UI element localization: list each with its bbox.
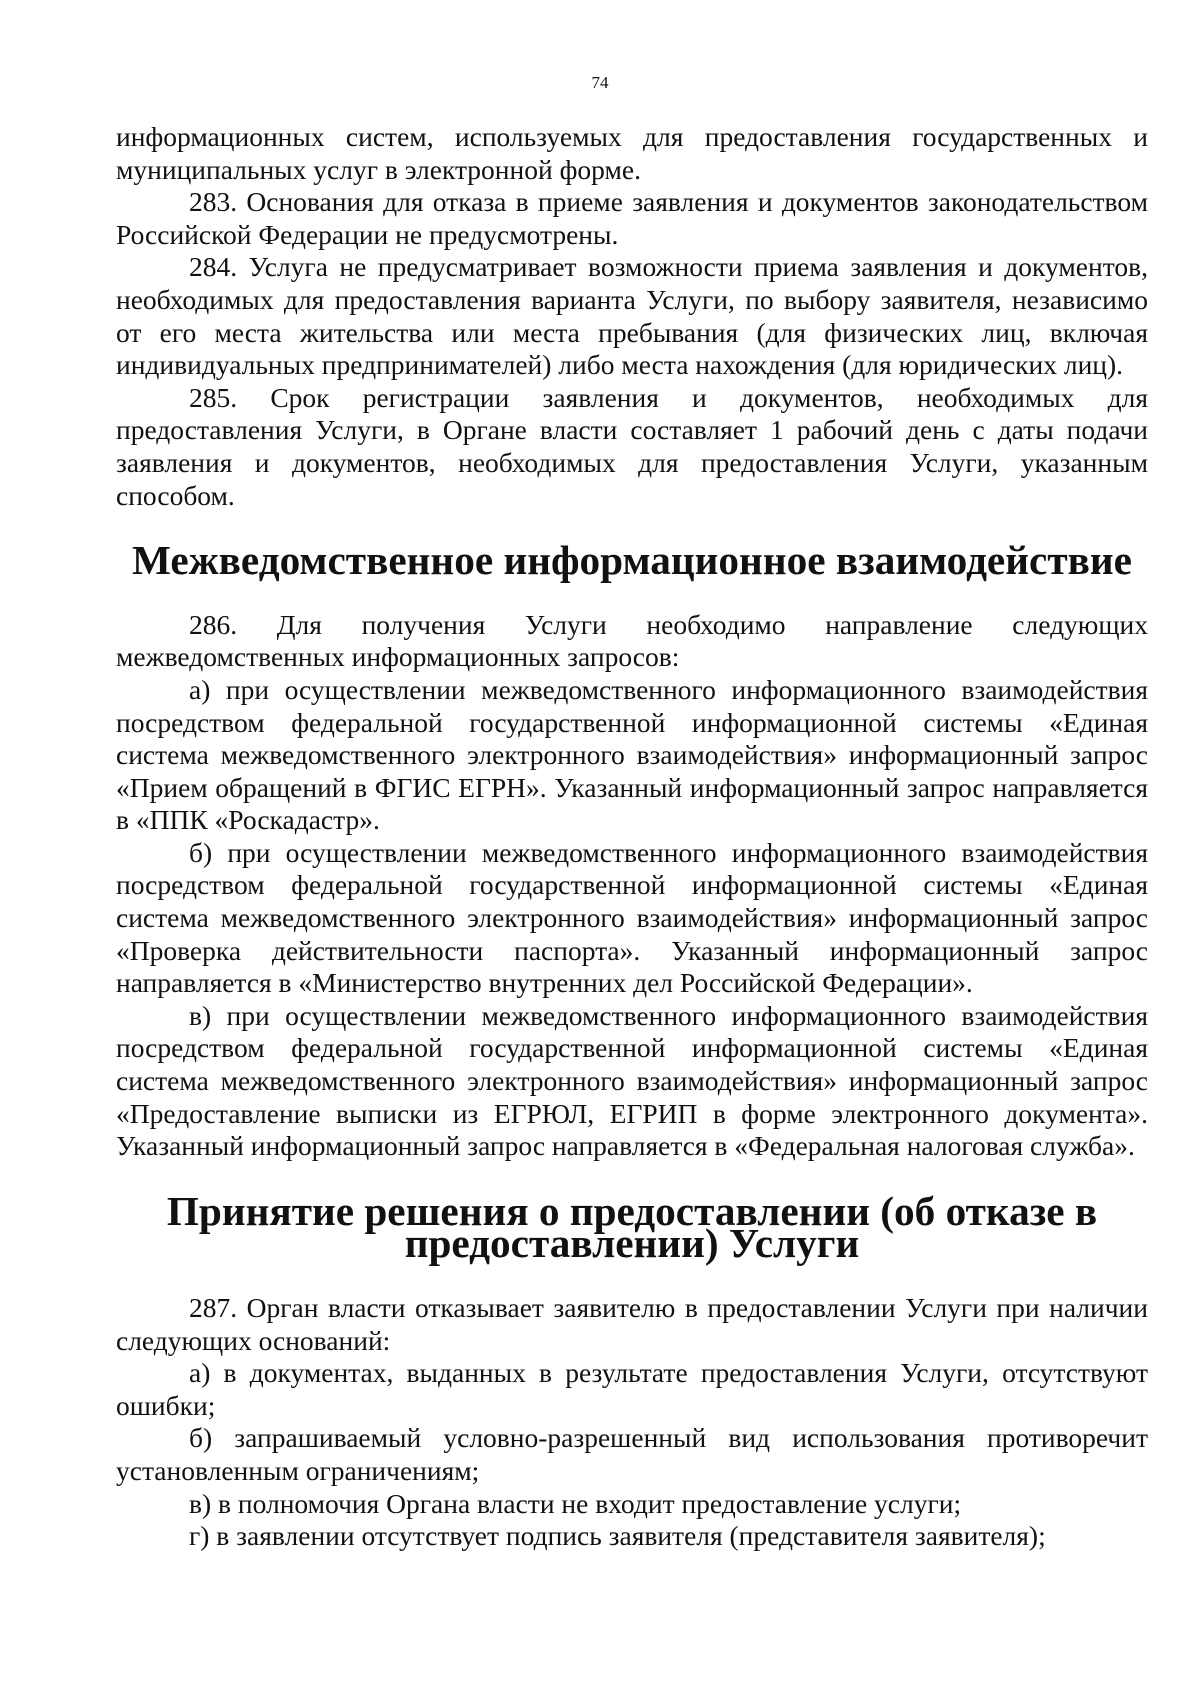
paragraph-283: 283. Основания для отказа в приеме заявления и документов законодательством Российской Федерации не предусмотрены. xyxy=(116,186,1148,250)
paragraph-continuation: информационных систем, используемых для предоставления государственных и муниципальных услуг в электронной форме. xyxy=(116,121,1148,185)
paragraph-287: 287. Орган власти отказывает заявителю в предоставлении Услуги при наличии следующих оснований: xyxy=(116,1292,1148,1356)
paragraph-286-a: а) при осуществлении межведомственного информационного взаимодействия посредством федеральной государственной информационной системы «Единая система межведомственного электронного взаимодействия» информационный запрос «Прием обращений в ФГИС ЕГРН». Указанный информационный запрос направляется в «ППК «Роскадастр». xyxy=(116,673,1148,836)
paragraph-286-b: б) при осуществлении межведомственного информационного взаимодействия посредством федеральной государственной информационной системы «Единая система межведомственного электронного взаимодействия» информационный запрос «Проверка действительности паспорта». Указанный информационный запрос направляется в «Министерство внутренних дел Российской Федерации». xyxy=(116,836,1148,999)
paragraph-287-b: б) запрашиваемый условно-разрешенный вид использования противоречит установленным ограничениям; xyxy=(116,1422,1148,1486)
document-body xyxy=(116,121,1148,1553)
paragraph-285: 285. Срок регистрации заявления и документов, необходимых для предоставления Услуги, в Органе власти составляет 1 рабочий день с даты подачи заявления и документов, необходимых для предоставления Услуги, указанным способом. xyxy=(116,381,1148,511)
paragraph-287-a: а) в документах, выданных в результате предоставления Услуги, отсутствуют ошибки; xyxy=(116,1357,1148,1421)
paragraph-284: 284. Услуга не предусматривает возможности приема заявления и документов, необходимых для предоставления варианта Услуги, по выбору заявителя, независимо от его места жительства или места пребывания (для физических лиц, включая индивидуальных предпринимателей) либо места нахождения (для юридических лиц). xyxy=(116,251,1148,381)
paragraph-286: 286. Для получения Услуги необходимо направление следующих межведомственных информационных запросов: xyxy=(116,608,1148,673)
section-heading-interagency: Межведомственное информационное взаимодействие xyxy=(132,537,1132,584)
paragraph-286-v: в) при осуществлении межведомственного информационного взаимодействия посредством федеральной государственной информационной системы «Единая система межведомственного электронного взаимодействия» информационный запрос «Предоставление выписки из ЕГРЮЛ, ЕГРИП в форме электронного документа». Указанный информационный запрос направляется в «Федеральная налоговая служба». xyxy=(116,999,1148,1162)
section-heading-decision: Принятие решения о предоставлении (об отказе в предоставлении) Услуги xyxy=(166,1187,1098,1267)
paragraph-287-g: г) в заявлении отсутствует подпись заявителя (представителя заявителя); xyxy=(189,1520,1046,1552)
paragraph-287-v: в) в полномочия Органа власти не входит предоставление услуги; xyxy=(189,1487,962,1519)
page-number: 74 xyxy=(591,73,609,92)
